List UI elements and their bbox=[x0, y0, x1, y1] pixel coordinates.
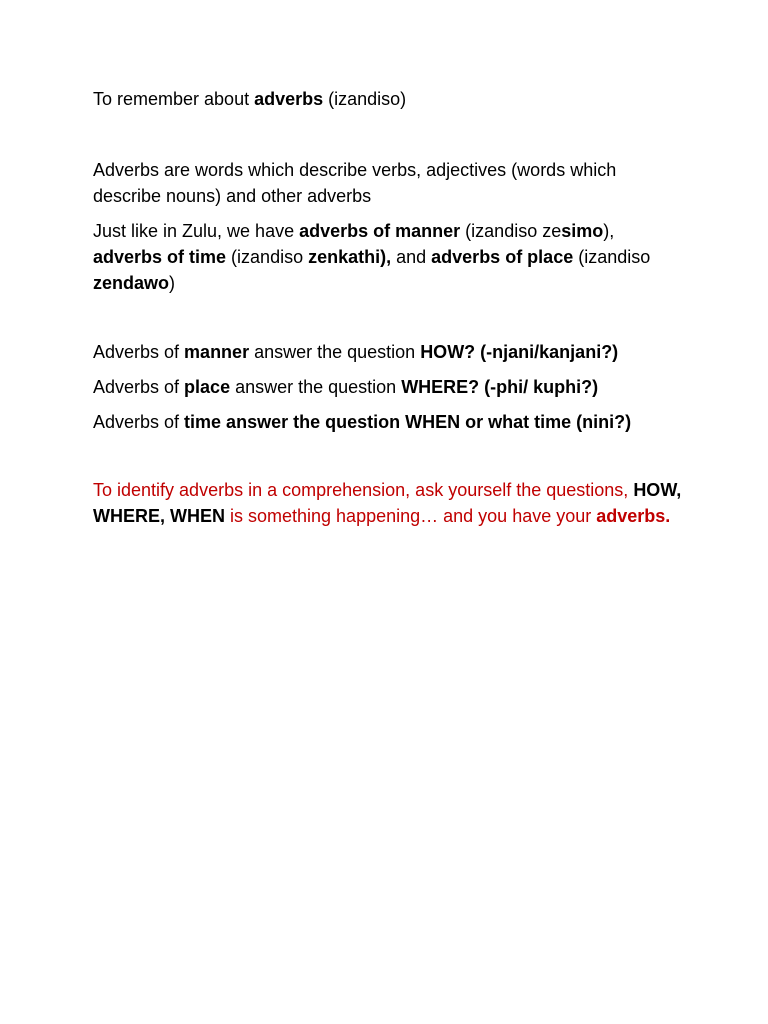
keyword-how-where-when: HOW, WHERE, WHEN bbox=[93, 480, 682, 526]
definition-paragraph: Adverbs are words which describe verbs, adjectives (words which describe nouns) and other adverbs bbox=[93, 160, 617, 206]
keyword-adverbs: adverbs bbox=[254, 89, 324, 109]
keyword-simo: simo bbox=[561, 221, 604, 241]
keyword-zenkathi: zenkathi), bbox=[308, 247, 392, 267]
document-page bbox=[93, 86, 683, 529]
keyword-adverbs-of-time: adverbs of time bbox=[93, 247, 227, 267]
types-paragraph: Just like in Zulu, we have adverbs of manner (izandiso zesimo), adverbs of time (izandiso zenkathi), and adverbs of place (izandiso zendawo) bbox=[93, 221, 651, 293]
keyword-adverbs-red: adverbs. bbox=[596, 506, 671, 526]
keyword-adverbs-of-place: adverbs of place bbox=[431, 247, 574, 267]
keyword-zendawo: zendawo bbox=[93, 273, 170, 293]
time-line: Adverbs of time answer the question WHEN or what time (nini?) bbox=[93, 412, 632, 432]
keyword-adverbs-of-manner: adverbs of manner bbox=[299, 221, 461, 241]
manner-line: Adverbs of manner answer the question HOW? (-njani/kanjani?) bbox=[93, 342, 619, 362]
place-line: Adverbs of place answer the question WHERE? (-phi/ kuphi?) bbox=[93, 377, 599, 397]
tip-paragraph: To identify adverbs in a comprehension, ask yourself the questions, HOW, WHERE, WHEN is something happening… and you have your adverbs. bbox=[93, 480, 682, 526]
intro-line: To remember about adverbs (izandiso) bbox=[93, 89, 407, 109]
